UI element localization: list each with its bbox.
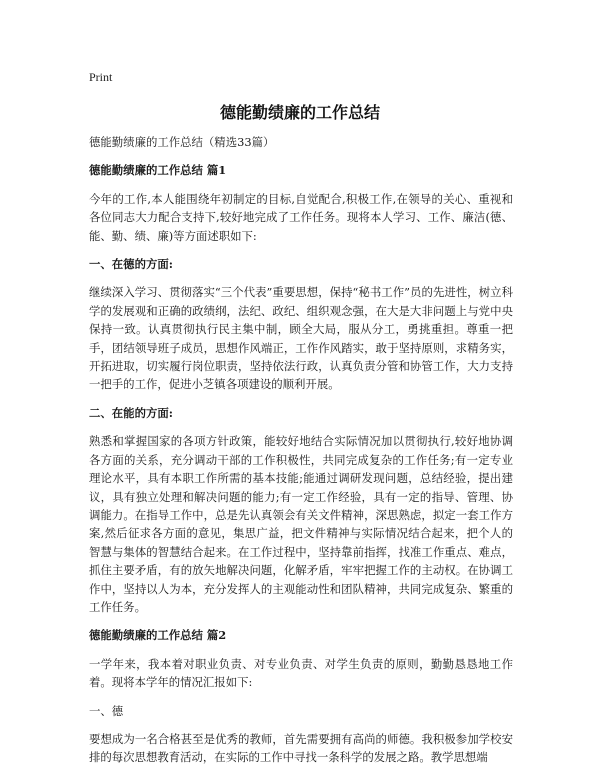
section-heading-1: 德能勤绩廉的工作总结 篇1 <box>89 163 227 178</box>
section-heading-2: 德能勤绩廉的工作总结 篇2 <box>89 628 227 643</box>
section2-de-text: 要想成为一名合格甚至是优秀的教师，首先需要拥有高尚的师德。我积极参加学校安排的每次思想教育活动，在实际的工作中寻找一条科学的发展之路。教学思想端 <box>89 731 513 765</box>
section1-de-text: 继续深入学习、贯彻落实“三个代表”重要思想，保持“秘书工作”员的先进性，树立科学的发展观和正确的政绩纲，法纪、政纪、组织观念强，在大是大非问题上与党中央保持一致。认真贯彻执行民主集中制，顾全大局，服从分工，勇挑重担。尊重一把手，团结领导班子成员，思想作风端正，工作作风踏实，敢于坚持原则，求精务实，开拓进取，切实履行岗位职责，坚持依法行政，认真负责分管和协管工作，大力支持一把手的工作，促进小芝镇各项建设的顺利开展。 <box>89 285 513 392</box>
section1-neng-heading: 二、在能的方面: <box>89 405 173 420</box>
section1-intro: 今年的工作,本人能围绕年初制定的目标,自觉配合,积极工作,在领导的关心、重视和各位同志大力配合支持下,较好地完成了工作任务。现将本人学习、工作、廉洁(德、能、勤、绩、廉)等方面述职如下: <box>89 191 513 243</box>
page-title: 德能勤绩廉的工作总结 <box>219 103 380 122</box>
section2-intro: 一学年来，我本着对职业负责、对专业负责、对学生负责的原则，勤勤恳恳地工作着。现将本学年的情况汇报如下: <box>89 656 513 690</box>
article-body <box>89 133 513 777</box>
print-link[interactable]: Print <box>89 70 113 84</box>
section1-neng-text: 熟悉和掌握国家的各项方针政策，能较好地结合实际情况加以贯彻执行,较好地协调各方面的关系，充分调动干部的工作积极性，共同完成复杂的工作任务;有一定专业理论水平，具有本职工作所需的基本技能;能通过调研发现问题，总结经验，提出建议，具有独立处理和解决问题的能力;有一定工作经验，具有一定的指导、管理、协调能力。在指导工作中，总是先认真领会有关文件精神，深思熟虑，拟定一套工作方案,然后征求各方面的意见，集思广益，把文件精神与实际情况结合起来，把个人的智慧与集体的智慧结合起来。在工作过程中，坚持靠前指挥，找准工作重点、难点，抓住主要矛盾，有的放矢地解决问题，化解矛盾，牢牢把握工作的主动权。在协调工作中，坚持以人为本，充分发挥人的主观能动性和团队精神，共同完成复杂、繁重的工作任务。 <box>89 434 513 614</box>
article-subtitle: 德能勤绩廉的工作总结（精选33篇） <box>89 135 275 149</box>
section2-de-heading: 一、德 <box>89 703 124 718</box>
section1-de-heading: 一、在德的方面: <box>89 257 173 272</box>
